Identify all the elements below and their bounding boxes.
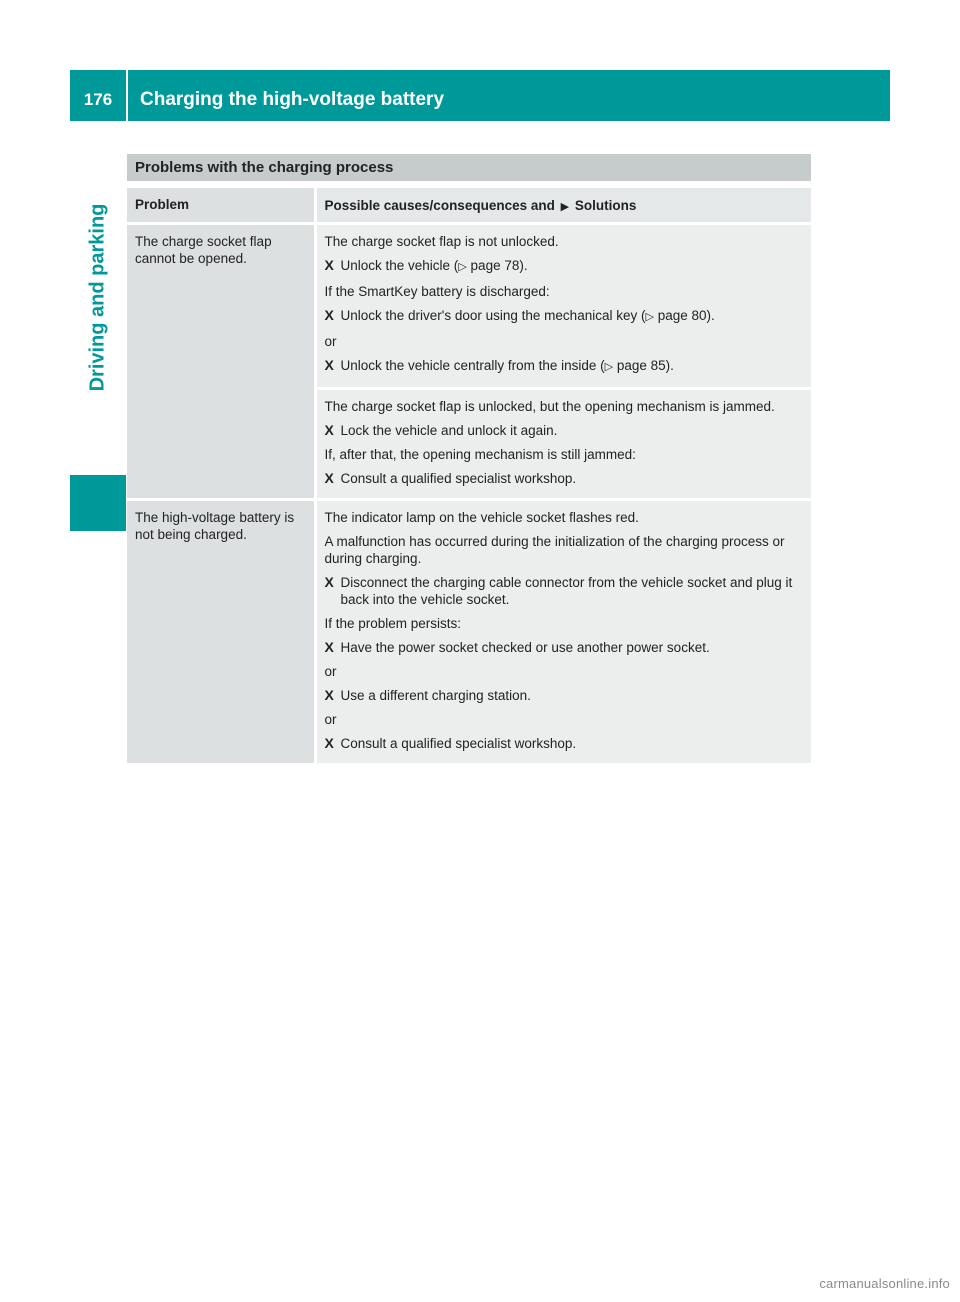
solution-step (325, 307, 806, 326)
cause-text: The charge socket flap is not unlocked. (324, 234, 559, 249)
side-tab-label (70, 121, 126, 474)
or-text: or (324, 664, 337, 679)
problem-cell (127, 224, 315, 500)
step-text: Unlock the driver's door using the mechanical key ( (340, 308, 646, 323)
solution-step (325, 470, 806, 487)
solution-step (325, 639, 806, 656)
solution-step (325, 422, 806, 439)
or-text: or (324, 712, 337, 727)
step-text: Consult a qualified specialist workshop. (340, 471, 577, 486)
step-text: Unlock the vehicle ( (340, 258, 459, 273)
solution-step (325, 687, 806, 704)
step-marker-icon: X (324, 574, 334, 590)
page-reference-link[interactable]: page 85). (616, 358, 674, 373)
step-text: Consult a qualified specialist workshop. (340, 736, 577, 751)
solution-step (325, 357, 806, 376)
problem-text: The charge socket flap cannot be opened. (135, 234, 272, 266)
step-marker-icon: X (324, 257, 334, 273)
condition-text: If the SmartKey battery is discharged: (324, 284, 550, 299)
cause-cell (315, 224, 811, 389)
step-text: Have the power socket checked or use another power socket. (340, 640, 710, 655)
step-marker-icon: X (324, 357, 334, 373)
solution-step (325, 735, 806, 752)
page-number: 176 (83, 90, 113, 109)
header-divider (126, 70, 128, 121)
step-marker-icon: X (324, 687, 334, 703)
section-title: Problems with the charging process (127, 154, 811, 181)
step-marker-icon: X (324, 639, 334, 655)
step-text: Disconnect the charging cable connector from the vehicle socket and plug it back into the vehicle socket. (340, 575, 793, 607)
page-reference-icon: ▷ (604, 361, 614, 373)
condition-text: If the problem persists: (324, 616, 462, 631)
page-reference-link[interactable]: page 80). (657, 308, 715, 323)
column-header-problem: Problem (127, 188, 315, 224)
or-text: or (324, 334, 337, 349)
column-header-causes (315, 188, 811, 224)
step-marker-icon: X (324, 307, 334, 323)
cause-cell (315, 389, 811, 500)
step-marker-icon: X (324, 422, 334, 438)
table-row (127, 224, 811, 389)
column-header-causes-text: Possible causes/consequences and (324, 198, 555, 213)
step-marker-icon: X (324, 470, 334, 486)
cause-text: A malfunction has occurred during the initialization of the charging process or during charging. (324, 534, 785, 566)
side-tab-text: Driving and parking (86, 203, 109, 392)
page-reference-link[interactable]: page 78). (470, 258, 528, 273)
solution-step (325, 257, 806, 276)
problem-cell (127, 500, 315, 764)
step-text: Unlock the vehicle centrally from the inside ( (340, 358, 605, 373)
page-reference-icon: ▷ (645, 311, 654, 323)
table-header-row (127, 188, 811, 224)
solution-step (325, 574, 806, 608)
problem-text: The high-voltage battery is not being charged. (135, 510, 295, 542)
table-row (127, 500, 811, 764)
watermark-text: carmanualsonline.info (819, 1276, 950, 1291)
condition-text: If, after that, the opening mechanism is still jammed: (324, 447, 636, 462)
page-reference-icon: ▷ (458, 261, 467, 273)
step-text: Lock the vehicle and unlock it again. (340, 423, 558, 438)
page-title: Charging the high-voltage battery (140, 89, 445, 110)
step-marker-icon: X (324, 735, 334, 751)
step-text: Use a different charging station. (340, 688, 531, 703)
side-tab-marker (70, 475, 126, 531)
arrow-right-icon: ▶ (560, 201, 570, 213)
cause-text: The indicator lamp on the vehicle socket flashes red. (324, 510, 639, 525)
problems-table (127, 188, 811, 763)
cause-text: The charge socket flap is unlocked, but the opening mechanism is jammed. (324, 399, 775, 414)
column-header-solutions-text: Solutions (574, 198, 637, 213)
cause-cell (315, 500, 811, 764)
